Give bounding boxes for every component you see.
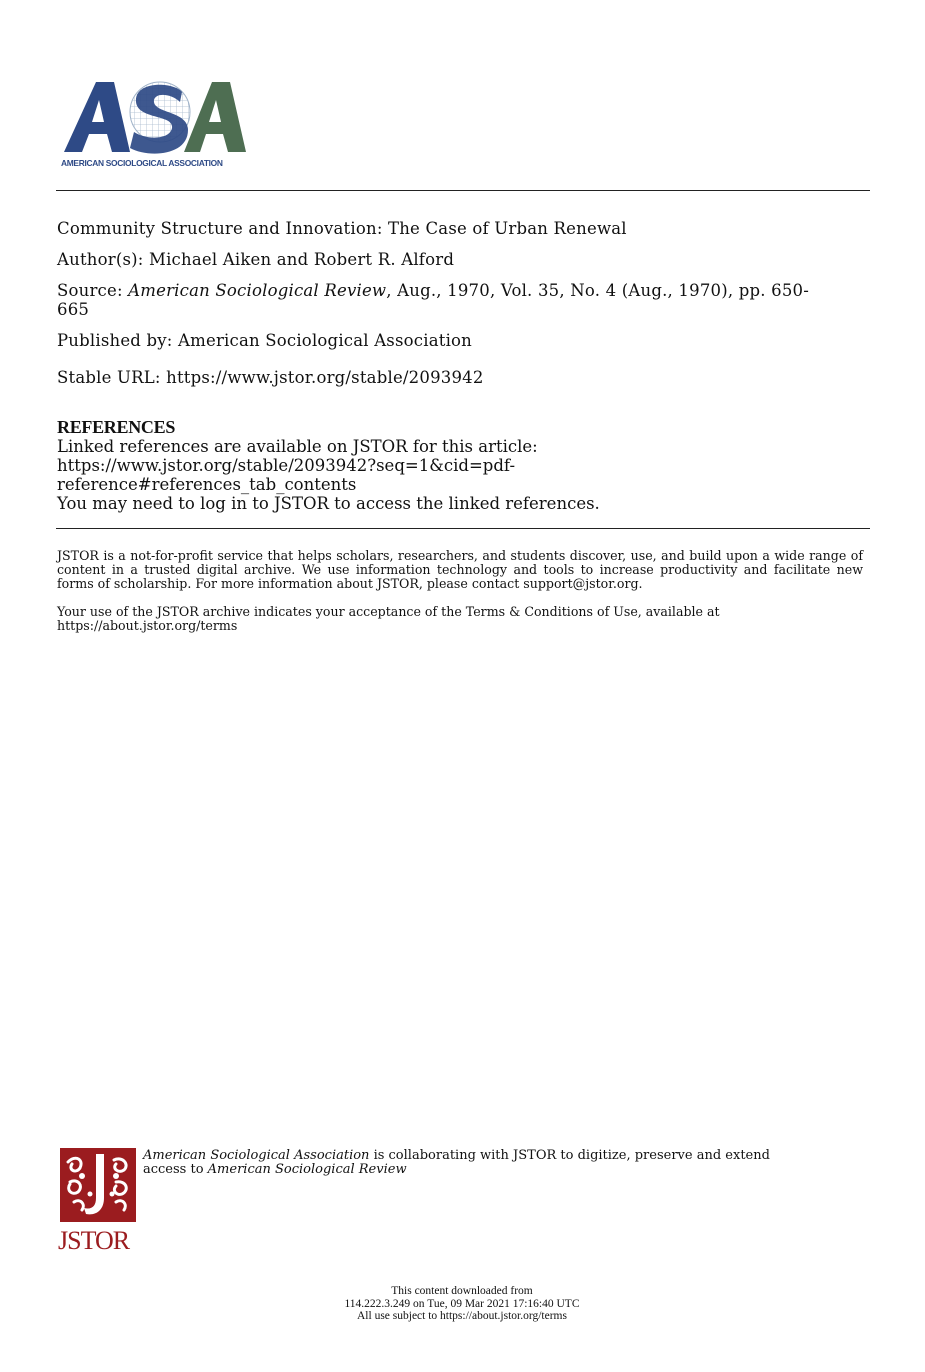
asa-logo bbox=[56, 70, 256, 175]
references-intro: Linked references are available on JSTOR for this article: bbox=[57, 437, 538, 456]
publisher-line bbox=[57, 331, 472, 350]
stable-url-label: Stable URL: bbox=[57, 368, 161, 387]
terms-text: Your use of the JSTOR archive indicates your acceptance of the Terms & Conditions of Use, available at bbox=[57, 604, 720, 619]
jstor-wordmark: JSTOR bbox=[58, 1226, 130, 1255]
journal-title: American Sociological Review bbox=[128, 281, 387, 300]
collab-org: American Sociological Association bbox=[143, 1148, 370, 1163]
references-body bbox=[57, 437, 817, 513]
source-label: Source: bbox=[57, 281, 123, 300]
stable-url-line bbox=[57, 368, 484, 387]
publisher-label: Published by: bbox=[57, 331, 173, 350]
footer-line-1: This content downloaded from bbox=[391, 1285, 533, 1297]
source-line bbox=[57, 281, 857, 319]
footer-line-2: 114.222.3.249 on Tue, 09 Mar 2021 17:16:40 UTC bbox=[344, 1297, 580, 1310]
stable-url-link[interactable]: https://www.jstor.org/stable/2093942 bbox=[166, 368, 484, 387]
terms-link[interactable]: https://about.jstor.org/terms bbox=[57, 618, 238, 633]
download-footer bbox=[262, 1285, 662, 1323]
asa-logo-caption: AMERICAN SOCIOLOGICAL ASSOCIATION bbox=[61, 158, 223, 168]
terms-notice bbox=[57, 605, 863, 633]
authors-line bbox=[57, 250, 454, 269]
publisher: American Sociological Association bbox=[178, 331, 473, 350]
article-title: Community Structure and Innovation: The Case of Urban Renewal bbox=[57, 219, 627, 238]
jstor-seal-icon bbox=[60, 1148, 136, 1222]
authors-label: Author(s): bbox=[57, 250, 144, 269]
references-login-note: You may need to log in to JSTOR to access the linked references. bbox=[57, 494, 600, 513]
bottom-divider bbox=[56, 528, 870, 529]
references-link[interactable]: https://www.jstor.org/stable/2093942?seq=1&cid=pdf- reference#references_tab_contents bbox=[57, 456, 516, 494]
references-heading: REFERENCES bbox=[57, 417, 176, 437]
top-divider bbox=[56, 190, 870, 191]
footer-line-3: All use subject to https://about.jstor.org/terms bbox=[357, 1310, 567, 1322]
jstor-logo bbox=[60, 1148, 138, 1256]
authors: Michael Aiken and Robert R. Alford bbox=[148, 250, 455, 269]
collaboration-statement: American Sociological Association is collaborating with JSTOR to digitize, preserve and extend access to American Sociological Review bbox=[143, 1148, 770, 1177]
source-details-cont: 665 bbox=[57, 300, 90, 319]
source-details: , Aug., 1970, Vol. 35, No. 4 (Aug., 1970), pp. 650- bbox=[386, 281, 810, 300]
jstor-notice: JSTOR is a not-for-profit service that helps scholars, researchers, and students discover, use, and build upon a wide range of content in a trusted digital archive. We use information technology and tools to increase productivity and facilitate new forms of scholarship. For more information about JSTOR, please contact support@jstor.org. bbox=[57, 548, 863, 591]
collab-journal: American Sociological Review bbox=[207, 1162, 407, 1177]
